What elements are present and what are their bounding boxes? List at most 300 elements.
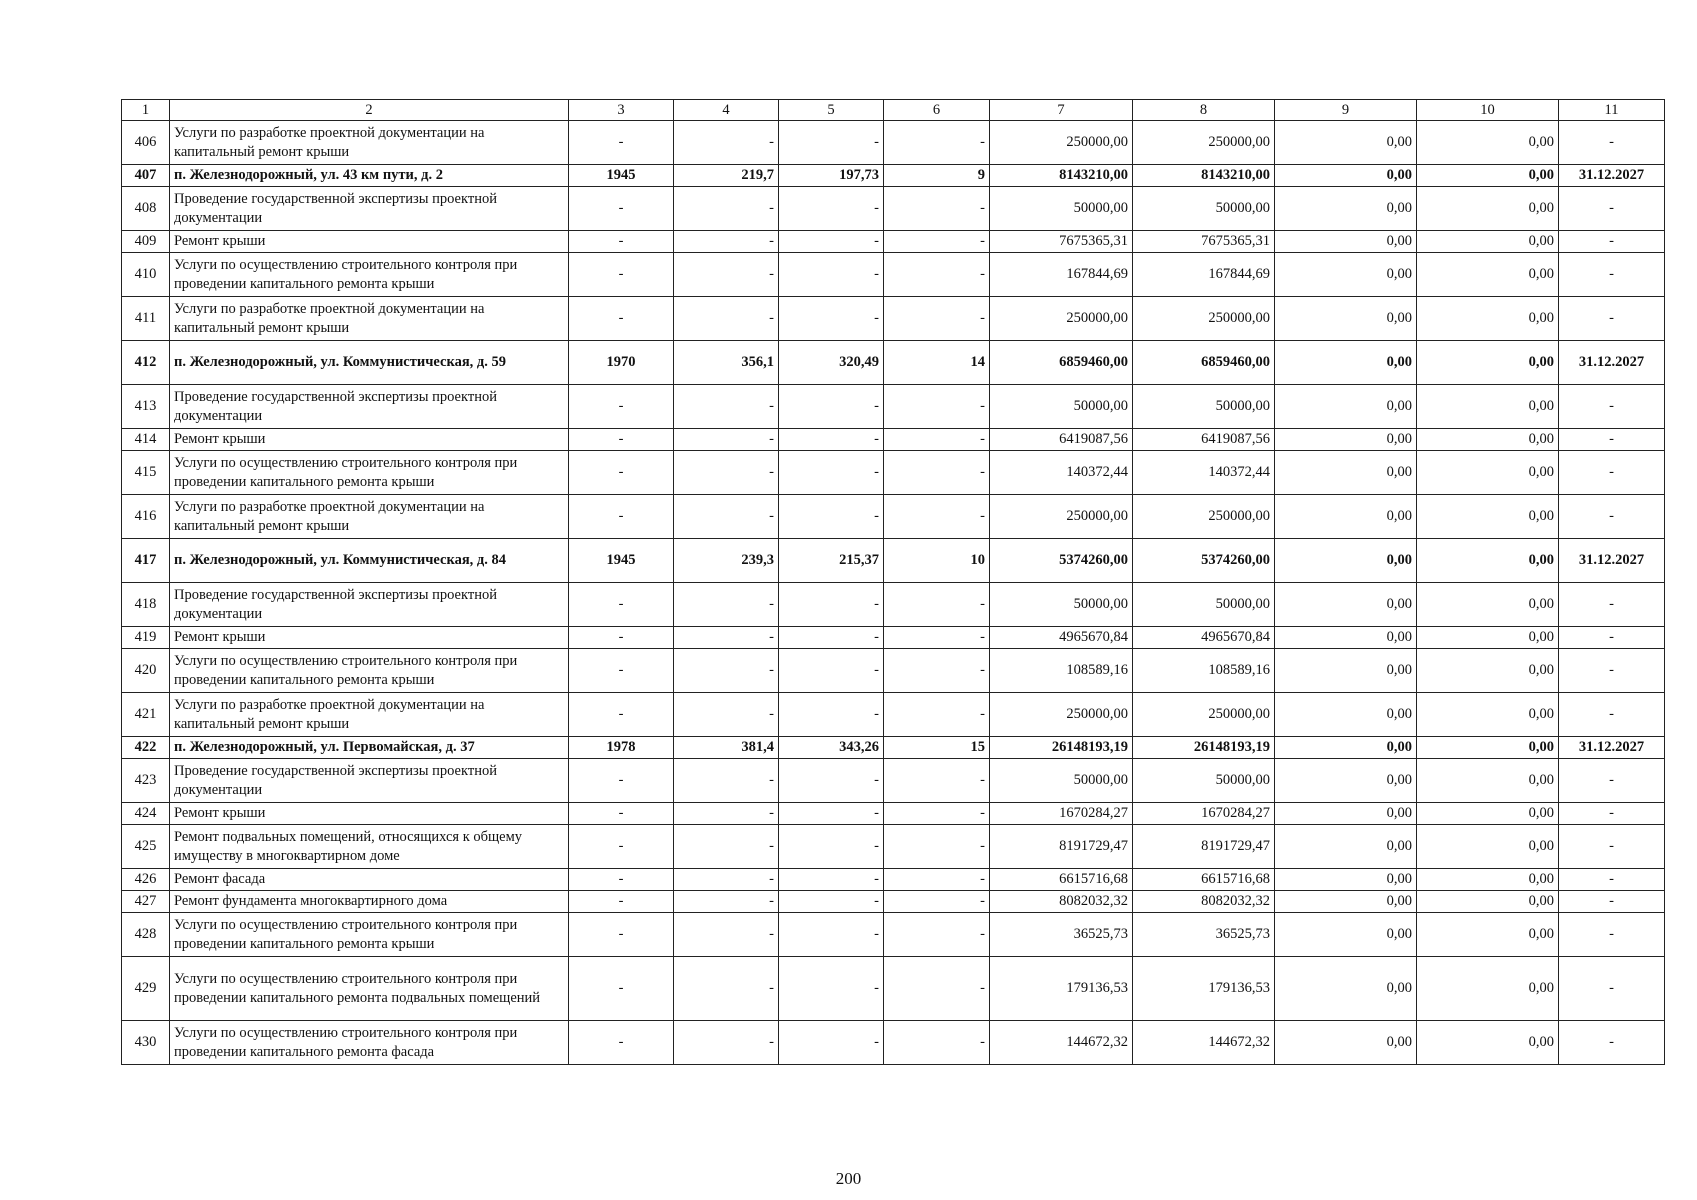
row-number-cell: 410 [122,253,170,297]
other-cost-cell: 0,00 [1417,913,1559,957]
living-area-cell: - [779,1021,884,1065]
fund-cost-cell: 108589,16 [1133,649,1275,693]
total-cost-cell: 108589,16 [990,649,1133,693]
budget-cost-cell: 0,00 [1275,187,1417,231]
residents-cell: 14 [884,341,990,385]
work-item-row [122,231,1665,253]
fund-cost-cell: 50000,00 [1133,385,1275,429]
budget-cost-cell: 0,00 [1275,297,1417,341]
area-cell: - [674,627,779,649]
other-cost-cell: 0,00 [1417,759,1559,803]
row-number-cell: 416 [122,495,170,539]
residents-cell: - [884,803,990,825]
year-cell: - [569,891,674,913]
description-cell: Проведение государственной экспертизы проектной документации [170,385,569,429]
budget-cost-cell: 0,00 [1275,385,1417,429]
area-cell: - [674,957,779,1021]
row-number-cell: 424 [122,803,170,825]
residents-cell: - [884,231,990,253]
other-cost-cell: 0,00 [1417,825,1559,869]
total-cost-cell: 1670284,27 [990,803,1133,825]
description-cell: Услуги по осуществлению строительного контроля при проведении капитального ремонта крыши [170,253,569,297]
fund-cost-cell: 36525,73 [1133,913,1275,957]
row-number-cell: 420 [122,649,170,693]
deadline-cell: - [1559,385,1665,429]
year-cell: - [569,913,674,957]
year-cell: - [569,253,674,297]
area-cell: - [674,451,779,495]
total-cost-cell: 6419087,56 [990,429,1133,451]
row-number-cell: 419 [122,627,170,649]
deadline-cell: 31.12.2027 [1559,165,1665,187]
work-item-row [122,693,1665,737]
work-item-row [122,1021,1665,1065]
other-cost-cell: 0,00 [1417,429,1559,451]
description-cell: п. Железнодорожный, ул. 43 км пути, д. 2 [170,165,569,187]
living-area-cell: 197,73 [779,165,884,187]
description-cell: Услуги по осуществлению строительного контроля при проведении капитального ремонта фасада [170,1021,569,1065]
work-item-row [122,649,1665,693]
total-cost-cell: 144672,32 [990,1021,1133,1065]
residents-cell: - [884,495,990,539]
work-item-row [122,803,1665,825]
living-area-cell: - [779,583,884,627]
description-cell: п. Железнодорожный, ул. Коммунистическая, д. 84 [170,539,569,583]
residents-cell: - [884,693,990,737]
address-row [122,165,1665,187]
budget-cost-cell: 0,00 [1275,451,1417,495]
column-header: 7 [990,100,1133,121]
description-cell: Услуги по осуществлению строительного контроля при проведении капитального ремонта крыши [170,451,569,495]
residents-cell: - [884,187,990,231]
other-cost-cell: 0,00 [1417,869,1559,891]
budget-cost-cell: 0,00 [1275,253,1417,297]
row-number-cell: 427 [122,891,170,913]
area-cell: - [674,187,779,231]
total-cost-cell: 4965670,84 [990,627,1133,649]
row-number-cell: 428 [122,913,170,957]
residents-cell: - [884,825,990,869]
total-cost-cell: 5374260,00 [990,539,1133,583]
area-cell: - [674,1021,779,1065]
row-number-cell: 425 [122,825,170,869]
description-cell: Ремонт фасада [170,869,569,891]
residents-cell: - [884,913,990,957]
fund-cost-cell: 26148193,19 [1133,737,1275,759]
fund-cost-cell: 144672,32 [1133,1021,1275,1065]
row-number-cell: 406 [122,121,170,165]
budget-cost-cell: 0,00 [1275,759,1417,803]
budget-cost-cell: 0,00 [1275,957,1417,1021]
total-cost-cell: 50000,00 [990,583,1133,627]
fund-cost-cell: 50000,00 [1133,187,1275,231]
other-cost-cell: 0,00 [1417,253,1559,297]
row-number-cell: 412 [122,341,170,385]
column-header: 2 [170,100,569,121]
row-number-cell: 426 [122,869,170,891]
description-cell: Ремонт крыши [170,231,569,253]
year-cell: - [569,693,674,737]
year-cell: - [569,187,674,231]
residents-cell: - [884,759,990,803]
row-number-cell: 414 [122,429,170,451]
total-cost-cell: 8082032,32 [990,891,1133,913]
total-cost-cell: 167844,69 [990,253,1133,297]
living-area-cell: - [779,231,884,253]
work-item-row [122,385,1665,429]
work-item-row [122,891,1665,913]
total-cost-cell: 250000,00 [990,121,1133,165]
area-cell: - [674,913,779,957]
deadline-cell: - [1559,495,1665,539]
budget-cost-cell: 0,00 [1275,891,1417,913]
fund-cost-cell: 1670284,27 [1133,803,1275,825]
living-area-cell: - [779,451,884,495]
deadline-cell: - [1559,231,1665,253]
row-number-cell: 409 [122,231,170,253]
living-area-cell: - [779,495,884,539]
residents-cell: - [884,869,990,891]
column-number-header-row [122,100,1665,121]
year-cell: - [569,495,674,539]
address-row [122,539,1665,583]
living-area-cell: - [779,297,884,341]
fund-cost-cell: 4965670,84 [1133,627,1275,649]
work-item-row [122,495,1665,539]
deadline-cell: - [1559,759,1665,803]
row-number-cell: 423 [122,759,170,803]
living-area-cell: - [779,187,884,231]
other-cost-cell: 0,00 [1417,583,1559,627]
living-area-cell: 215,37 [779,539,884,583]
work-item-row [122,957,1665,1021]
budget-cost-cell: 0,00 [1275,231,1417,253]
total-cost-cell: 250000,00 [990,693,1133,737]
budget-cost-cell: 0,00 [1275,539,1417,583]
year-cell: - [569,759,674,803]
table-body [122,100,1665,1065]
fund-cost-cell: 6419087,56 [1133,429,1275,451]
deadline-cell: - [1559,913,1665,957]
other-cost-cell: 0,00 [1417,165,1559,187]
row-number-cell: 411 [122,297,170,341]
description-cell: Проведение государственной экспертизы проектной документации [170,187,569,231]
budget-cost-cell: 0,00 [1275,913,1417,957]
row-number-cell: 407 [122,165,170,187]
other-cost-cell: 0,00 [1417,737,1559,759]
deadline-cell: - [1559,891,1665,913]
deadline-cell: - [1559,1021,1665,1065]
work-item-row [122,583,1665,627]
total-cost-cell: 50000,00 [990,187,1133,231]
residents-cell: - [884,1021,990,1065]
year-cell: 1970 [569,341,674,385]
column-header: 9 [1275,100,1417,121]
fund-cost-cell: 5374260,00 [1133,539,1275,583]
page-number: 200 [835,1169,862,1188]
living-area-cell: - [779,913,884,957]
total-cost-cell: 140372,44 [990,451,1133,495]
residents-cell: - [884,957,990,1021]
row-number-cell: 413 [122,385,170,429]
column-header: 3 [569,100,674,121]
area-cell: 239,3 [674,539,779,583]
other-cost-cell: 0,00 [1417,121,1559,165]
area-cell: - [674,253,779,297]
work-item-row [122,253,1665,297]
row-number-cell: 421 [122,693,170,737]
total-cost-cell: 50000,00 [990,759,1133,803]
work-item-row [122,869,1665,891]
fund-cost-cell: 250000,00 [1133,693,1275,737]
year-cell: - [569,869,674,891]
total-cost-cell: 250000,00 [990,297,1133,341]
residents-cell: - [884,583,990,627]
area-cell: - [674,429,779,451]
living-area-cell: - [779,759,884,803]
fund-cost-cell: 140372,44 [1133,451,1275,495]
description-cell: Услуги по осуществлению строительного контроля при проведении капитального ремонта подвальных помещений [170,957,569,1021]
deadline-cell: - [1559,429,1665,451]
budget-cost-cell: 0,00 [1275,627,1417,649]
residents-cell: 15 [884,737,990,759]
description-cell: п. Железнодорожный, ул. Коммунистическая, д. 59 [170,341,569,385]
year-cell: - [569,121,674,165]
fund-cost-cell: 8143210,00 [1133,165,1275,187]
fund-cost-cell: 250000,00 [1133,121,1275,165]
fund-cost-cell: 50000,00 [1133,759,1275,803]
other-cost-cell: 0,00 [1417,231,1559,253]
area-cell: - [674,649,779,693]
column-header: 5 [779,100,884,121]
area-cell: - [674,891,779,913]
residents-cell: 9 [884,165,990,187]
row-number-cell: 422 [122,737,170,759]
fund-cost-cell: 8082032,32 [1133,891,1275,913]
deadline-cell: 31.12.2027 [1559,737,1665,759]
budget-cost-cell: 0,00 [1275,803,1417,825]
fund-cost-cell: 50000,00 [1133,583,1275,627]
other-cost-cell: 0,00 [1417,627,1559,649]
budget-cost-cell: 0,00 [1275,121,1417,165]
other-cost-cell: 0,00 [1417,539,1559,583]
total-cost-cell: 7675365,31 [990,231,1133,253]
other-cost-cell: 0,00 [1417,803,1559,825]
fund-cost-cell: 6859460,00 [1133,341,1275,385]
description-cell: Услуги по осуществлению строительного контроля при проведении капитального ремонта крыши [170,649,569,693]
living-area-cell: - [779,429,884,451]
description-cell: Ремонт крыши [170,429,569,451]
year-cell: 1945 [569,539,674,583]
living-area-cell: - [779,693,884,737]
area-cell: - [674,693,779,737]
column-header: 4 [674,100,779,121]
other-cost-cell: 0,00 [1417,297,1559,341]
area-cell: 219,7 [674,165,779,187]
column-header: 11 [1559,100,1665,121]
address-row [122,341,1665,385]
deadline-cell: - [1559,649,1665,693]
year-cell: 1978 [569,737,674,759]
deadline-cell: - [1559,121,1665,165]
deadline-cell: 31.12.2027 [1559,539,1665,583]
other-cost-cell: 0,00 [1417,957,1559,1021]
residents-cell: - [884,121,990,165]
column-header: 1 [122,100,170,121]
other-cost-cell: 0,00 [1417,891,1559,913]
year-cell: - [569,649,674,693]
work-item-row [122,451,1665,495]
year-cell: - [569,385,674,429]
other-cost-cell: 0,00 [1417,385,1559,429]
column-header: 6 [884,100,990,121]
description-cell: Услуги по разработке проектной документации на капитальный ремонт крыши [170,495,569,539]
area-cell: - [674,121,779,165]
deadline-cell: - [1559,187,1665,231]
description-cell: Проведение государственной экспертизы проектной документации [170,759,569,803]
total-cost-cell: 179136,53 [990,957,1133,1021]
residents-cell: - [884,429,990,451]
residents-cell: - [884,627,990,649]
residents-cell: - [884,385,990,429]
year-cell: - [569,429,674,451]
work-item-row [122,913,1665,957]
fund-cost-cell: 167844,69 [1133,253,1275,297]
area-cell: - [674,231,779,253]
deadline-cell: 31.12.2027 [1559,341,1665,385]
other-cost-cell: 0,00 [1417,451,1559,495]
row-number-cell: 417 [122,539,170,583]
budget-cost-cell: 0,00 [1275,429,1417,451]
budget-cost-cell: 0,00 [1275,1021,1417,1065]
description-cell: Проведение государственной экспертизы проектной документации [170,583,569,627]
capital-repair-table [121,99,1665,1065]
fund-cost-cell: 6615716,68 [1133,869,1275,891]
area-cell: - [674,825,779,869]
work-item-row [122,429,1665,451]
living-area-cell: - [779,891,884,913]
year-cell: - [569,825,674,869]
description-cell: Услуги по разработке проектной документации на капитальный ремонт крыши [170,121,569,165]
residents-cell: - [884,649,990,693]
fund-cost-cell: 250000,00 [1133,495,1275,539]
other-cost-cell: 0,00 [1417,693,1559,737]
row-number-cell: 429 [122,957,170,1021]
deadline-cell: - [1559,957,1665,1021]
area-cell: - [674,759,779,803]
year-cell: - [569,297,674,341]
deadline-cell: - [1559,451,1665,495]
budget-cost-cell: 0,00 [1275,825,1417,869]
row-number-cell: 415 [122,451,170,495]
year-cell: - [569,1021,674,1065]
work-item-row [122,759,1665,803]
row-number-cell: 408 [122,187,170,231]
living-area-cell: - [779,825,884,869]
residents-cell: - [884,297,990,341]
deadline-cell: - [1559,693,1665,737]
total-cost-cell: 26148193,19 [990,737,1133,759]
deadline-cell: - [1559,869,1665,891]
description-cell: Услуги по осуществлению строительного контроля при проведении капитального ремонта крыши [170,913,569,957]
description-cell: п. Железнодорожный, ул. Первомайская, д. 37 [170,737,569,759]
area-cell: - [674,297,779,341]
living-area-cell: - [779,957,884,1021]
total-cost-cell: 36525,73 [990,913,1133,957]
living-area-cell: 343,26 [779,737,884,759]
column-header: 8 [1133,100,1275,121]
area-cell: - [674,385,779,429]
other-cost-cell: 0,00 [1417,495,1559,539]
work-item-row [122,627,1665,649]
area-cell: - [674,583,779,627]
fund-cost-cell: 250000,00 [1133,297,1275,341]
deadline-cell: - [1559,627,1665,649]
year-cell: - [569,803,674,825]
description-cell: Ремонт подвальных помещений, относящихся к общему имуществу в многоквартирном доме [170,825,569,869]
residents-cell: - [884,451,990,495]
budget-cost-cell: 0,00 [1275,341,1417,385]
fund-cost-cell: 8191729,47 [1133,825,1275,869]
residents-cell: - [884,253,990,297]
living-area-cell: - [779,121,884,165]
budget-cost-cell: 0,00 [1275,165,1417,187]
total-cost-cell: 8143210,00 [990,165,1133,187]
address-row [122,737,1665,759]
description-cell: Ремонт крыши [170,627,569,649]
description-cell: Услуги по разработке проектной документации на капитальный ремонт крыши [170,297,569,341]
other-cost-cell: 0,00 [1417,1021,1559,1065]
area-cell: - [674,495,779,539]
page-sheet [121,99,1664,1065]
budget-cost-cell: 0,00 [1275,693,1417,737]
budget-cost-cell: 0,00 [1275,869,1417,891]
area-cell: - [674,869,779,891]
deadline-cell: - [1559,803,1665,825]
deadline-cell: - [1559,253,1665,297]
year-cell: - [569,583,674,627]
budget-cost-cell: 0,00 [1275,583,1417,627]
living-area-cell: - [779,627,884,649]
deadline-cell: - [1559,583,1665,627]
year-cell: 1945 [569,165,674,187]
total-cost-cell: 6615716,68 [990,869,1133,891]
residents-cell: - [884,891,990,913]
year-cell: - [569,231,674,253]
year-cell: - [569,957,674,1021]
area-cell: 381,4 [674,737,779,759]
row-number-cell: 430 [122,1021,170,1065]
total-cost-cell: 8191729,47 [990,825,1133,869]
description-cell: Услуги по разработке проектной документации на капитальный ремонт крыши [170,693,569,737]
deadline-cell: - [1559,825,1665,869]
budget-cost-cell: 0,00 [1275,649,1417,693]
total-cost-cell: 6859460,00 [990,341,1133,385]
living-area-cell: - [779,385,884,429]
work-item-row [122,121,1665,165]
work-item-row [122,825,1665,869]
budget-cost-cell: 0,00 [1275,737,1417,759]
other-cost-cell: 0,00 [1417,649,1559,693]
living-area-cell: 320,49 [779,341,884,385]
other-cost-cell: 0,00 [1417,187,1559,231]
row-number-cell: 418 [122,583,170,627]
fund-cost-cell: 7675365,31 [1133,231,1275,253]
living-area-cell: - [779,869,884,891]
living-area-cell: - [779,649,884,693]
living-area-cell: - [779,803,884,825]
year-cell: - [569,627,674,649]
